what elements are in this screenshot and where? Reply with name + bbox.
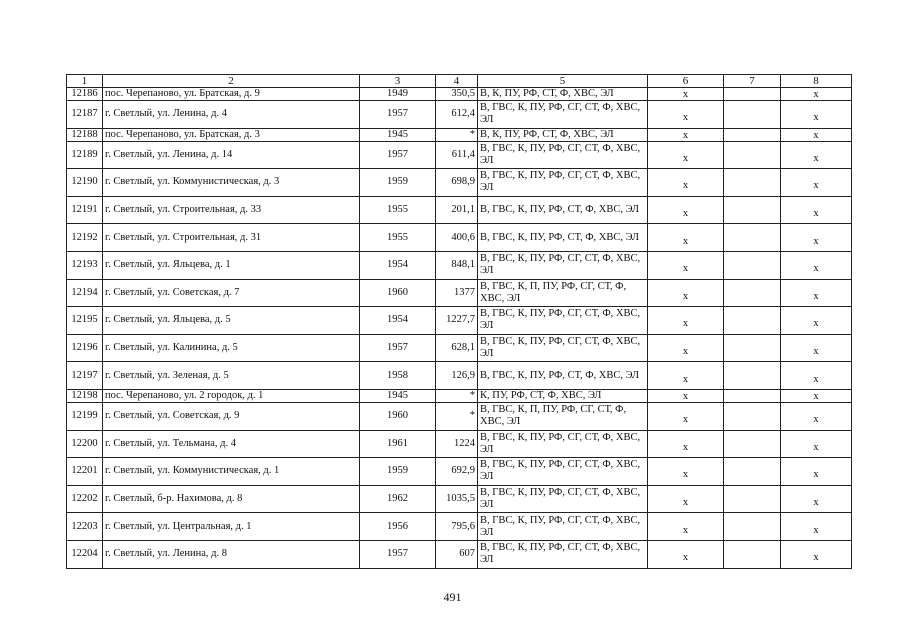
address-cell: г. Светлый, ул. Зеленая, д. 5 [103, 362, 360, 390]
col7-cell [724, 224, 781, 252]
utilities-cell: В, ГВС, К, ПУ, РФ, СГ, СТ, Ф, ХВС, ЭЛ [478, 485, 648, 513]
col7-cell [724, 88, 781, 101]
table-row [67, 540, 852, 568]
utilities-cell: В, ГВС, К, ПУ, РФ, СТ, Ф, ХВС, ЭЛ [478, 196, 648, 224]
address-cell: пос. Черепаново, ул. Братская, д. 3 [103, 128, 360, 141]
col8-mark-cell-text: х [813, 208, 819, 220]
col7-cell [724, 513, 781, 541]
header-col-5: 5 [478, 75, 648, 88]
row-number-cell: 12196 [67, 334, 103, 362]
address-cell: пос. Черепаново, ул. Братская, д. 9 [103, 88, 360, 101]
utilities-cell: В, ГВС, К, ПУ, РФ, СГ, СТ, Ф, ХВС, ЭЛ [478, 141, 648, 169]
col7-cell [724, 251, 781, 279]
address-cell: г. Светлый, ул. Советская, д. 9 [103, 402, 360, 430]
year-cell: 1959 [360, 458, 436, 486]
col8-mark-cell-text: х [813, 552, 819, 564]
utilities-cell: В, ГВС, К, ПУ, РФ, СГ, СТ, Ф, ХВС, ЭЛ [478, 169, 648, 197]
row-number-cell: 12193 [67, 251, 103, 279]
col7-cell [724, 279, 781, 307]
col8-mark-cell-text: х [813, 89, 819, 100]
address-cell: г. Светлый, ул. Яльцева, д. 5 [103, 307, 360, 335]
year-cell: 1957 [360, 540, 436, 568]
area-cell: * [436, 402, 478, 430]
utilities-cell: В, ГВС, К, П, ПУ, РФ, СГ, СТ, Ф, ХВС, ЭЛ [478, 279, 648, 307]
utilities-cell: В, ГВС, К, ПУ, РФ, СГ, СТ, Ф, ХВС, ЭЛ [478, 430, 648, 458]
utilities-cell: В, ГВС, К, ПУ, РФ, СГ, СТ, Ф, ХВС, ЭЛ [478, 458, 648, 486]
address-cell: г. Светлый, ул. Ленина, д. 4 [103, 101, 360, 129]
col6-mark-cell [648, 251, 724, 279]
area-cell: 611,4 [436, 141, 478, 169]
col8-mark-cell [781, 196, 852, 224]
col8-mark-cell [781, 402, 852, 430]
col6-mark-cell-text: х [682, 208, 689, 220]
table-row [67, 169, 852, 197]
col6-mark-cell [648, 334, 724, 362]
col8-mark-cell [781, 334, 852, 362]
col6-mark-cell-text: х [682, 390, 689, 402]
col6-mark-cell-text: х [682, 290, 689, 302]
col8-mark-cell [781, 88, 852, 101]
address-cell: г. Светлый, ул. Яльцева, д. 1 [103, 251, 360, 279]
row-number-cell: 12203 [67, 513, 103, 541]
col7-cell [724, 307, 781, 335]
year-cell: 1956 [360, 513, 436, 541]
col6-mark-cell-text: х [682, 89, 689, 100]
address-cell: г. Светлый, б-р. Нахимова, д. 8 [103, 485, 360, 513]
col6-mark-cell [648, 196, 724, 224]
col8-mark-cell-text: х [813, 469, 819, 481]
address-cell: г. Светлый, ул. Ленина, д. 8 [103, 540, 360, 568]
table-row [67, 279, 852, 307]
area-cell: 612,4 [436, 101, 478, 129]
housing-table [66, 74, 852, 569]
col6-mark-cell-text: х [682, 235, 689, 247]
col7-cell [724, 485, 781, 513]
utilities-cell: В, ГВС, К, ПУ, РФ, СГ, СТ, Ф, ХВС, ЭЛ [478, 540, 648, 568]
year-cell: 1958 [360, 362, 436, 390]
col6-mark-cell [648, 513, 724, 541]
year-cell: 1949 [360, 88, 436, 101]
col6-mark-cell [648, 279, 724, 307]
table-row [67, 402, 852, 430]
area-cell: 848,1 [436, 251, 478, 279]
utilities-cell: К, ПУ, РФ, СТ, Ф, ХВС, ЭЛ [478, 389, 648, 402]
year-cell: 1955 [360, 196, 436, 224]
col6-mark-cell-text: х [682, 129, 689, 141]
table-row [67, 458, 852, 486]
utilities-cell: В, ГВС, К, ПУ, РФ, СТ, Ф, ХВС, ЭЛ [478, 362, 648, 390]
row-number-cell: 12187 [67, 101, 103, 129]
row-number-cell: 12200 [67, 430, 103, 458]
col6-mark-cell [648, 458, 724, 486]
col8-mark-cell-text: х [813, 390, 819, 402]
utilities-cell: В, ГВС, К, ПУ, РФ, СГ, СТ, Ф, ХВС, ЭЛ [478, 334, 648, 362]
utilities-cell: В, К, ПУ, РФ, СТ, Ф, ХВС, ЭЛ [478, 88, 648, 101]
col6-mark-cell [648, 128, 724, 141]
col8-mark-cell [781, 307, 852, 335]
col6-mark-cell [648, 485, 724, 513]
utilities-cell: В, ГВС, К, ПУ, РФ, СГ, СТ, Ф, ХВС, ЭЛ [478, 251, 648, 279]
col8-mark-cell [781, 279, 852, 307]
address-cell: пос. Черепаново, ул. 2 городок, д. 1 [103, 389, 360, 402]
area-cell: 400,6 [436, 224, 478, 252]
col7-cell [724, 389, 781, 402]
year-cell: 1955 [360, 224, 436, 252]
address-cell: г. Светлый, ул. Ленина, д. 14 [103, 141, 360, 169]
col8-mark-cell-text: х [813, 263, 819, 275]
col6-mark-cell-text: х [682, 469, 689, 481]
col8-mark-cell-text: х [813, 318, 819, 330]
address-cell: г. Светлый, ул. Калинина, д. 5 [103, 334, 360, 362]
table-row [67, 485, 852, 513]
row-number-cell: 12194 [67, 279, 103, 307]
col8-mark-cell-text: х [813, 290, 819, 302]
area-cell: 692,9 [436, 458, 478, 486]
address-cell: г. Светлый, ул. Центральная, д. 1 [103, 513, 360, 541]
year-cell: 1957 [360, 141, 436, 169]
col6-mark-cell [648, 224, 724, 252]
utilities-cell: В, ГВС, К, П, ПУ, РФ, СГ, СТ, Ф, ХВС, ЭЛ [478, 402, 648, 430]
col8-mark-cell-text: х [813, 524, 819, 536]
col6-mark-cell-text: х [682, 552, 689, 564]
col6-mark-cell [648, 307, 724, 335]
col8-mark-cell-text: х [813, 112, 819, 124]
col8-mark-cell-text: х [813, 373, 819, 385]
col8-mark-cell-text: х [813, 414, 819, 426]
utilities-cell: В, ГВС, К, ПУ, РФ, СГ, СТ, Ф, ХВС, ЭЛ [478, 513, 648, 541]
col6-mark-cell [648, 389, 724, 402]
row-number-cell: 12195 [67, 307, 103, 335]
header-col-1: 1 [67, 75, 103, 88]
col6-mark-cell-text: х [682, 497, 689, 509]
col7-cell [724, 458, 781, 486]
year-cell: 1961 [360, 430, 436, 458]
col6-mark-cell [648, 169, 724, 197]
table-row [67, 430, 852, 458]
col8-mark-cell-text: х [813, 235, 819, 247]
row-number-cell: 12199 [67, 402, 103, 430]
col7-cell [724, 362, 781, 390]
col8-mark-cell [781, 362, 852, 390]
table-row [67, 88, 852, 101]
row-number-cell: 12202 [67, 485, 103, 513]
utilities-cell: В, ГВС, К, ПУ, РФ, СГ, СТ, Ф, ХВС, ЭЛ [478, 307, 648, 335]
row-number-cell: 12192 [67, 224, 103, 252]
col6-mark-cell [648, 362, 724, 390]
col6-mark-cell-text: х [682, 346, 689, 358]
table-row [67, 128, 852, 141]
year-cell: 1957 [360, 334, 436, 362]
address-cell: г. Светлый, ул. Строительная, д. 31 [103, 224, 360, 252]
area-cell: 201,1 [436, 196, 478, 224]
area-cell: 1035,5 [436, 485, 478, 513]
col8-mark-cell-text: х [813, 129, 819, 141]
area-cell: 126,9 [436, 362, 478, 390]
row-number-cell: 12197 [67, 362, 103, 390]
year-cell: 1945 [360, 128, 436, 141]
utilities-cell: В, ГВС, К, ПУ, РФ, СГ, СТ, Ф, ХВС, ЭЛ [478, 101, 648, 129]
address-cell: г. Светлый, ул. Строительная, д. 33 [103, 196, 360, 224]
row-number-cell: 12186 [67, 88, 103, 101]
row-number-cell: 12190 [67, 169, 103, 197]
col8-mark-cell [781, 101, 852, 129]
year-cell: 1954 [360, 307, 436, 335]
table-row [67, 101, 852, 129]
col8-mark-cell-text: х [813, 346, 819, 358]
header-col-2: 2 [103, 75, 360, 88]
area-cell: * [436, 389, 478, 402]
row-number-cell: 12191 [67, 196, 103, 224]
col8-mark-cell [781, 513, 852, 541]
header-col-3: 3 [360, 75, 436, 88]
area-cell: 1224 [436, 430, 478, 458]
col6-mark-cell [648, 430, 724, 458]
col8-mark-cell-text: х [813, 497, 819, 509]
col8-mark-cell [781, 128, 852, 141]
table-row [67, 141, 852, 169]
col7-cell [724, 196, 781, 224]
header-row [67, 75, 852, 88]
address-cell: г. Светлый, ул. Тельмана, д. 4 [103, 430, 360, 458]
col6-mark-cell-text: х [682, 318, 689, 330]
area-cell: 698,9 [436, 169, 478, 197]
col6-mark-cell-text: х [682, 524, 689, 536]
table-row [67, 362, 852, 390]
col8-mark-cell [781, 458, 852, 486]
table-row [67, 251, 852, 279]
area-cell: 795,6 [436, 513, 478, 541]
col6-mark-cell-text: х [682, 373, 689, 385]
table-row [67, 334, 852, 362]
col7-cell [724, 430, 781, 458]
address-cell: г. Светлый, ул. Коммунистическая, д. 1 [103, 458, 360, 486]
col6-mark-cell [648, 402, 724, 430]
col8-mark-cell-text: х [813, 441, 819, 453]
col7-cell [724, 128, 781, 141]
col7-cell [724, 402, 781, 430]
col8-mark-cell [781, 430, 852, 458]
col8-mark-cell-text: х [813, 152, 819, 164]
col7-cell [724, 169, 781, 197]
col6-mark-cell-text: х [682, 414, 689, 426]
row-number-cell: 12201 [67, 458, 103, 486]
table-row [67, 307, 852, 335]
col7-cell [724, 540, 781, 568]
year-cell: 1945 [360, 389, 436, 402]
area-cell: 350,5 [436, 88, 478, 101]
col6-mark-cell [648, 141, 724, 169]
area-cell: 628,1 [436, 334, 478, 362]
table-row [67, 224, 852, 252]
header-col-6: 6 [648, 75, 724, 88]
col8-mark-cell [781, 169, 852, 197]
col8-mark-cell [781, 141, 852, 169]
col7-cell [724, 334, 781, 362]
area-cell: 1227,7 [436, 307, 478, 335]
col6-mark-cell-text: х [682, 112, 689, 124]
header-col-8: 8 [781, 75, 852, 88]
utilities-cell: В, К, ПУ, РФ, СТ, Ф, ХВС, ЭЛ [478, 128, 648, 141]
col8-mark-cell [781, 389, 852, 402]
year-cell: 1960 [360, 279, 436, 307]
col6-mark-cell-text: х [682, 180, 689, 192]
area-cell: * [436, 128, 478, 141]
row-number-cell: 12189 [67, 141, 103, 169]
col8-mark-cell [781, 224, 852, 252]
year-cell: 1962 [360, 485, 436, 513]
year-cell: 1960 [360, 402, 436, 430]
table-row [67, 196, 852, 224]
year-cell: 1954 [360, 251, 436, 279]
col6-mark-cell [648, 540, 724, 568]
area-cell: 607 [436, 540, 478, 568]
col6-mark-cell-text: х [682, 263, 689, 275]
area-cell: 1377 [436, 279, 478, 307]
row-number-cell: 12198 [67, 389, 103, 402]
utilities-cell: В, ГВС, К, ПУ, РФ, СТ, Ф, ХВС, ЭЛ [478, 224, 648, 252]
col6-mark-cell-text: х [682, 441, 689, 453]
page-number: 491 [443, 590, 462, 604]
col6-mark-cell [648, 101, 724, 129]
table-row [67, 513, 852, 541]
header-col-4: 4 [436, 75, 478, 88]
col6-mark-cell [648, 88, 724, 101]
col7-cell [724, 141, 781, 169]
row-number-cell: 12188 [67, 128, 103, 141]
year-cell: 1957 [360, 101, 436, 129]
col8-mark-cell-text: х [813, 180, 819, 192]
row-number-cell: 12204 [67, 540, 103, 568]
address-cell: г. Светлый, ул. Коммунистическая, д. 3 [103, 169, 360, 197]
year-cell: 1959 [360, 169, 436, 197]
header-col-7: 7 [724, 75, 781, 88]
col8-mark-cell [781, 251, 852, 279]
table-row [67, 389, 852, 402]
col8-mark-cell [781, 540, 852, 568]
col6-mark-cell-text: х [682, 152, 689, 164]
col8-mark-cell [781, 485, 852, 513]
col7-cell [724, 101, 781, 129]
address-cell: г. Светлый, ул. Советская, д. 7 [103, 279, 360, 307]
